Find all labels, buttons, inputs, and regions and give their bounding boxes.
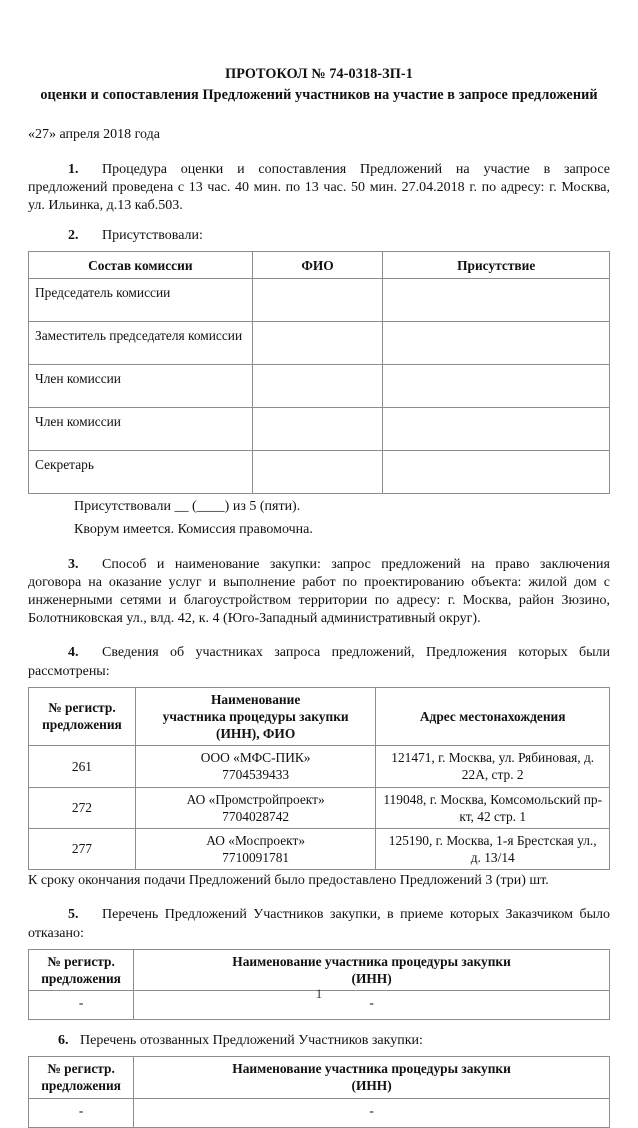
column-header-participant-line1: Наименование участника процедуры закупки (232, 953, 511, 969)
section-3-text: Способ и наименование закупки: запрос предложений на право заключения договора на оказание услуг и выполнение работ по проектированию объекта: жилой дом с инженерными сетями и благоустройством территории по адресу: г. Москва, район Зюзино, Болотниковская ул., влд. 42, к. 4 (Юго-Западный административный округ). (28, 556, 610, 627)
commission-table (28, 251, 610, 494)
withdrawn-reg-no: - (29, 1098, 134, 1127)
proposals-count-note: К сроку окончания подачи Предложений было предоставлено Предложений 3 (три) шт. (28, 873, 549, 889)
column-header-participant-name (134, 949, 610, 990)
column-header-reg-no-line2: предложения (41, 1078, 121, 1094)
commission-fio[interactable] (252, 279, 383, 322)
section-4-text: Сведения об участниках запроса предложений, Предложения которых были рассмотрены: (28, 645, 610, 679)
section-1-paragraph (28, 161, 610, 216)
column-header-participant-name (134, 1057, 610, 1098)
participant-name-cell (135, 787, 376, 828)
column-header-participant-line1: Наименование (211, 691, 301, 707)
commission-fio[interactable] (252, 408, 383, 451)
participant-address: 121471, г. Москва, ул. Рябиновая, д. 22А, стр. 2 (376, 746, 610, 787)
participant-name-cell (135, 746, 376, 787)
section-6-text: Перечень отозванных Предложений Участников закупки: (80, 1033, 423, 1049)
participants-table (28, 687, 610, 870)
participant-inn: 7710091781 (222, 850, 290, 865)
column-header-reg-no (29, 949, 134, 990)
participant-address: 119048, г. Москва, Комсомольский пр-кт, 42 стр. 1 (376, 787, 610, 828)
column-header-reg-no (29, 1057, 134, 1098)
table-header-row (29, 687, 610, 745)
commission-role: Член комиссии (29, 408, 253, 451)
participant-name: АО «Промстройпроект» (186, 791, 325, 807)
table-header-row (29, 949, 610, 990)
commission-role: Председатель комиссии (29, 279, 253, 322)
section-5-number: 5. (68, 907, 79, 923)
rejected-proposals-table (28, 949, 610, 1020)
table-row (29, 451, 610, 494)
participant-reg-no: 272 (29, 787, 136, 828)
page-title: ПРОТОКОЛ № 74-0318-ЗП-1 (225, 66, 413, 82)
column-header-participant-line2: (ИНН) (351, 970, 392, 986)
section-3-number: 3. (68, 556, 79, 572)
table-row (29, 746, 610, 787)
commission-presence[interactable] (383, 451, 610, 494)
commission-fio[interactable] (252, 365, 383, 408)
withdrawn-proposals-table (28, 1056, 610, 1127)
table-row (29, 365, 610, 408)
participant-name-cell (135, 828, 376, 869)
table-row (29, 1098, 610, 1127)
section-1-text: Процедура оценки и сопоставления Предложений на участие в запросе предложений проведена с 13 час. 40 мин. по 13 час. 50 мин. 27.04.2018 г. по адресу: г. Москва, ул. Ильинка, д.13 каб.503. (28, 161, 610, 214)
column-header-composition: Состав комиссии (29, 252, 253, 279)
section-1-number: 1. (68, 161, 79, 177)
table-header-row (29, 252, 610, 279)
withdrawn-participant-name: - (134, 1098, 610, 1127)
commission-presence[interactable] (383, 279, 610, 322)
column-header-reg-no (29, 687, 136, 745)
rejected-reg-no: - (29, 991, 134, 1020)
column-header-reg-no-line1: № регистр. (47, 1061, 115, 1077)
column-header-reg-no-line2: предложения (41, 970, 121, 986)
column-header-presence: Присутствие (383, 252, 610, 279)
section-6-number: 6. (58, 1033, 69, 1049)
column-header-reg-no-line2: предложения (42, 717, 122, 733)
participant-inn: 7704539433 (222, 767, 290, 783)
table-row (29, 787, 610, 828)
participant-address: 125190, г. Москва, 1-я Брестская ул., д. 13/14 (376, 828, 610, 869)
table-row (29, 322, 610, 365)
section-5-text: Перечень Предложений Участников закупки, в приеме которых Заказчиком было отказано: (28, 907, 610, 941)
column-header-participant-line2: (ИНН) (351, 1078, 392, 1094)
commission-presence[interactable] (383, 322, 610, 365)
page-subtitle: оценки и сопоставления Предложений участников на участие в запросе предложений (40, 86, 598, 103)
commission-role: Секретарь (29, 451, 253, 494)
column-header-address: Адрес местонахождения (376, 687, 610, 745)
commission-fio[interactable] (252, 322, 383, 365)
column-header-participant-line2: участника процедуры закупки (162, 708, 349, 724)
column-header-participant-line3: (ИНН), ФИО (216, 726, 296, 742)
section-5-paragraph (28, 906, 610, 942)
participant-name: ООО «МФС-ПИК» (200, 750, 311, 766)
table-row (29, 408, 610, 451)
participant-name: АО «Моспроект» (206, 832, 306, 848)
participant-reg-no: 277 (29, 828, 136, 869)
rejected-participant-name: - (134, 991, 610, 1020)
section-4-paragraph (28, 644, 610, 680)
section-6-paragraph (28, 1032, 610, 1050)
participant-reg-no: 261 (29, 746, 136, 787)
participant-inn: 7704028742 (222, 808, 290, 824)
page-number: 1 (315, 986, 323, 1001)
quorum-status-line: Кворум имеется. Комиссия правомочна. (74, 522, 313, 538)
column-header-participant-name (135, 687, 376, 745)
table-row (29, 279, 610, 322)
commission-role: Член комиссии (29, 365, 253, 408)
section-2-number: 2. (68, 228, 79, 244)
table-row (29, 828, 610, 869)
document-date: «27» апреля 2018 года (28, 127, 160, 143)
section-2-text: Присутствовали: (102, 228, 203, 244)
commission-presence[interactable] (383, 408, 610, 451)
column-header-fio: ФИО (252, 252, 383, 279)
column-header-reg-no-line1: № регистр. (47, 953, 115, 969)
table-header-row (29, 1057, 610, 1098)
column-header-participant-line1: Наименование участника процедуры закупки (232, 1061, 511, 1077)
commission-presence[interactable] (383, 365, 610, 408)
commission-role: Заместитель председателя комиссии (29, 322, 253, 365)
section-4-number: 4. (68, 645, 79, 661)
quorum-count-line: Присутствовали __ (____) из 5 (пяти). (74, 499, 301, 515)
commission-fio[interactable] (252, 451, 383, 494)
column-header-reg-no-line1: № регистр. (48, 700, 116, 716)
section-3-paragraph (28, 556, 610, 629)
section-2-paragraph (28, 227, 610, 245)
